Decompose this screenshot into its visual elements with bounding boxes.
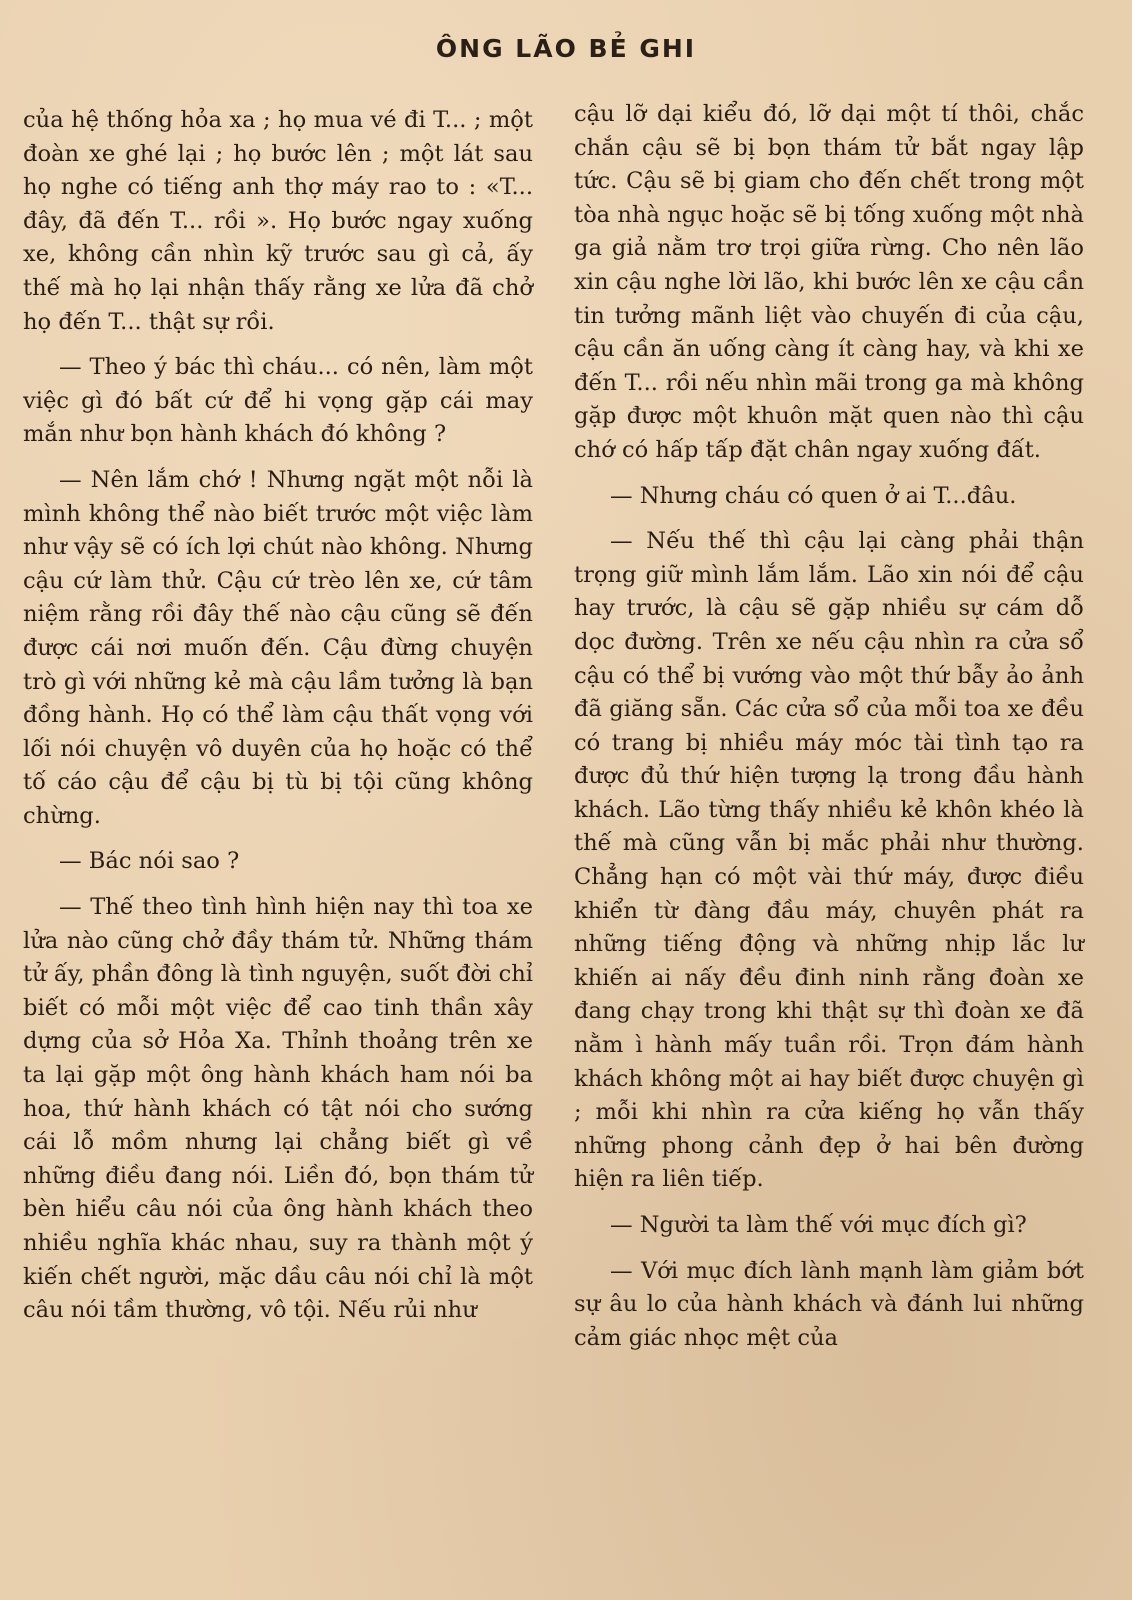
paragraph: — Người ta làm thế với mục đích gì? <box>610 1212 1027 1238</box>
paragraph: — Nên lắm chớ ! Nhưng ngặt một nỗi là mình không thể nào biết trước một việc làm như vậy sẽ có ích lợi chút nào không. Nhưng cậu cứ làm thử. Cậu cứ trèo lên xe, cứ tâm niệm rằng rồi đây thế nào cậu cũng sẽ đến được cái nơi muốn đến. Cậu đừng chuyện trò gì với những kẻ mà cậu lầm tưởng là bạn đồng hành. Họ có thể làm cậu thất vọng với lối nói chuyện vô duyên của họ hoặc có thể tố cáo cậu để cậu bị tù bị tội cũng không chừng. <box>23 466 533 829</box>
paragraph: — Nhưng cháu có quen ở ai T...đâu. <box>610 482 1017 509</box>
right-text-column <box>574 98 1084 1355</box>
paragraph: — Với mục đích lành mạnh làm giảm bớt sự âu lo của hành khách và đánh lui những cảm giác nhọc mệt của <box>574 1257 1084 1351</box>
paragraph: — Nếu thế thì cậu lại càng phải thận trọng giữ mình lắm lắm. Lão xin nói để cậu hay trước, là cậu sẽ gặp nhiều sự cám dỗ dọc đường. Trên xe nếu cậu nhìn ra cửa sổ cậu có thể bị vướng vào một thứ bẫy ảo ảnh đã giăng sẵn. Các cửa sổ của mỗi toa xe đều có trang bị nhiều máy móc tài tình tạo ra được đủ thứ hiện tượng lạ trong đầu hành khách. Lão từng thấy nhiều kẻ khôn khéo là thế mà cũng vẫn bị mắc phải như thường. Chẳng hạn có một vài thứ máy, được điều khiển từ đàng đầu máy, chuyên phát ra những tiếng động và những nhịp lắc lư khiến ai nấy đều đinh ninh rằng đoàn xe đang chạy trong khi thật sự thì đoàn xe đã nằm ì hành mấy tuần rồi. Trọn đám hành khách không một ai hay biết được chuyện gì ; mỗi khi nhìn ra cửa kiếng họ vẫn thấy những phong cảnh đẹp ở hai bên đường hiện ra liên tiếp. <box>574 528 1084 1193</box>
paragraph: cậu lỡ dại kiểu đó, lỡ dại một tí thôi, chắc chắn cậu sẽ bị bọn thám tử bắt ngay lập tức. Cậu sẽ bị giam cho đến chết trong một tòa nhà ngục hoặc sẽ bị tống xuống một nhà ga giả nằm trơ trọi giữa rừng. Cho nên lão xin cậu nghe lời lão, khi bước lên xe cậu cần tin tưởng mãnh liệt vào chuyến đi của cậu, cậu cần ăn uống càng ít càng hay, và khi xe đến T... rồi nếu nhìn mãi trong ga mà không gặp được một khuôn mặt quen nào thì cậu chớ có hấp tấp đặt chân ngay xuống đất. <box>574 101 1084 463</box>
paragraph: của hệ thống hỏa xa ; họ mua vé đi T... ; một đoàn xe ghé lại ; họ bước lên ; một lát sau họ nghe có tiếng anh thợ máy rao to : «T... đây, đã đến T... rồi ». Họ bước ngay xuống xe, không cần nhìn kỹ trước sau gì cả, ấy thế mà họ lại nhận thấy rằng xe lửa đã chở họ đến T... thật sự rồi. <box>23 107 533 335</box>
running-title: ÔNG LÃO BẺ GHI <box>435 34 697 63</box>
paragraph: — Bác nói sao ? <box>59 848 240 875</box>
paragraph: — Theo ý bác thì cháu... có nên, làm một việc gì đó bất cứ để hi vọng gặp cái may mắn như bọn hành khách đó không ? <box>23 354 533 448</box>
left-text-column <box>23 104 533 1328</box>
paragraph: — Thế theo tình hình hiện nay thì toa xe lửa nào cũng chở đầy thám tử. Những thám tử ấy, phần đông là tình nguyện, suốt đời chỉ biết có mỗi một việc để cao tinh thần xây dựng của sở Hỏa Xa. Thỉnh thoảng trên xe ta lại gặp một ông hành khách ham nói ba hoa, thứ hành khách có tật nói cho sướng cái lỗ mồm nhưng lại chẳng biết gì về những điều đang nói. Liền đó, bọn thám tử bèn hiểu câu nói của ông hành khách theo nhiều nghĩa khác nhau, suy ra thành một ý kiến chết người, mặc dầu câu nói chỉ là một câu nói tầm thường, vô tội. Nếu rủi như <box>23 894 533 1324</box>
